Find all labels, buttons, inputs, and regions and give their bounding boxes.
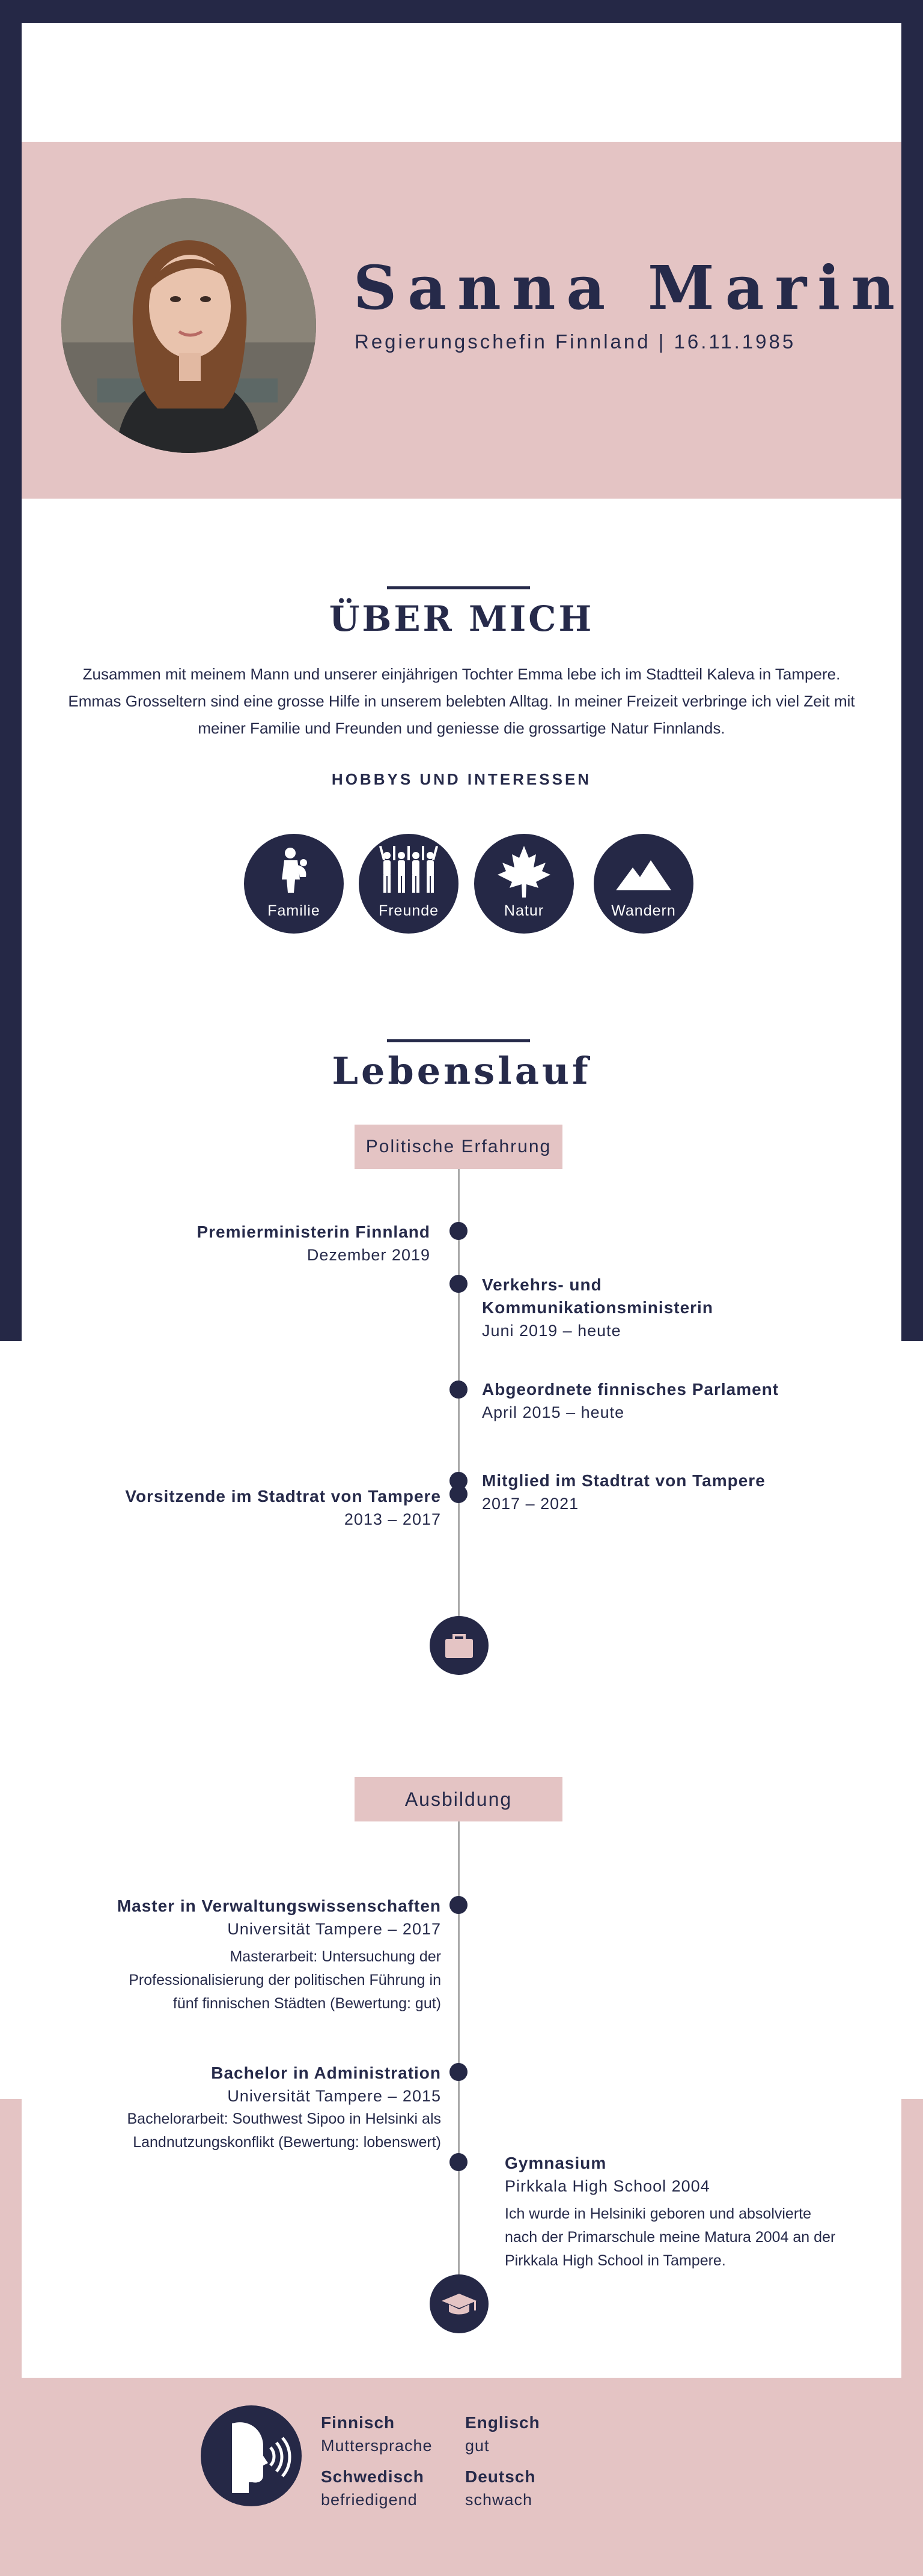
entry-date: April 2015 – heute	[482, 1403, 625, 1421]
hobby-label: Familie	[267, 902, 320, 919]
entry-title: Gymnasium	[505, 2154, 607, 2172]
person-subtitle: Regierungschefin Finnland | 16.11.1985	[355, 330, 796, 353]
timeline-dot	[449, 1381, 468, 1399]
entry-title: Premierministerin Finnland	[196, 1223, 430, 1241]
timeline-entry	[90, 2062, 441, 2154]
education-tag: Ausbildung	[355, 1777, 562, 1821]
entry-description	[90, 2107, 441, 2154]
hobby-family	[244, 834, 344, 934]
about-line: meiner Familie und Freunden und geniesse die grossartige Natur Finnlands.	[198, 719, 725, 737]
cv-rule	[387, 1039, 530, 1042]
entry-institution: Pirkkala High School 2004	[505, 2177, 710, 2195]
maple-leaf-icon	[494, 845, 554, 899]
hobby-label: Freunde	[378, 902, 439, 919]
timeline-dot	[449, 1222, 468, 1240]
description-line: Landnutzungskonflikt (Bewertung: lobenswert)	[133, 2134, 441, 2151]
about-title: ÜBER MICH	[329, 598, 594, 639]
hobby-hiking	[594, 834, 693, 934]
language-item	[321, 2411, 433, 2457]
language-name: Schwedisch	[321, 2467, 424, 2486]
hobby-friends	[359, 834, 458, 934]
hobby-label: Wandern	[611, 902, 676, 919]
entry-date: 2017 – 2021	[482, 1495, 579, 1513]
language-name: Finnisch	[321, 2413, 395, 2432]
political-endcap	[430, 1616, 489, 1675]
hobby-nature	[474, 834, 574, 934]
entry-date: Dezember 2019	[306, 1246, 430, 1264]
family-icon	[264, 845, 324, 899]
entry-title: Mitglied im Stadtrat von Tampere	[482, 1471, 766, 1490]
person-name: Sanna Marin	[353, 252, 906, 323]
language-item	[465, 2465, 535, 2511]
speaking-head-icon	[201, 2405, 302, 2506]
graduation-cap-icon	[430, 2274, 489, 2333]
entry-institution: Universität Tampere – 2015	[227, 2087, 441, 2105]
political-tag: Politische Erfahrung	[355, 1125, 562, 1169]
description-line: Professionalisierung der politischen Führung in	[129, 1972, 441, 1988]
timeline-entry	[482, 1378, 867, 1424]
timeline-entry	[482, 1469, 867, 1515]
entry-title: Abgeordnete finnisches Parlament	[482, 1380, 779, 1399]
entry-title: Master in Verwaltungswissenschaften	[117, 1897, 441, 1915]
timeline-dot	[449, 2063, 468, 2081]
hobby-label: Natur	[504, 902, 544, 919]
description-line: nach der Primarschule meine Matura 2004 an der	[505, 2229, 836, 2246]
entry-title: Bachelor in Administration	[211, 2064, 441, 2082]
about-line: Emmas Grosseltern sind eine grosse Hilfe in unserem belebten Alltag. In meiner Freizeit verbringe ich viel Zeit mit	[68, 692, 855, 710]
description-line: Masterarbeit: Untersuchung der	[230, 1948, 441, 1965]
timeline-entry	[96, 1221, 430, 1266]
language-name: Englisch	[465, 2413, 540, 2432]
timeline-dot	[449, 1485, 468, 1503]
timeline-dot	[449, 2153, 468, 2171]
languages-badge	[201, 2405, 302, 2506]
description-line: Ich wurde in Helsiniki geboren und absolvierte	[505, 2205, 812, 2222]
entry-title: Vorsitzende im Stadtrat von Tampere	[125, 1487, 441, 1505]
education-endcap	[430, 2274, 489, 2333]
entry-description	[90, 1945, 441, 2016]
timeline-dot	[449, 1275, 468, 1293]
timeline-dot	[449, 1896, 468, 1914]
entry-institution: Universität Tampere – 2017	[227, 1920, 441, 1938]
education-timeline	[458, 1821, 460, 2302]
language-item	[321, 2465, 424, 2511]
profile-photo	[61, 198, 316, 453]
timeline-entry	[81, 1485, 441, 1531]
about-rule	[387, 586, 530, 589]
language-level: schwach	[465, 2491, 533, 2509]
language-level: Muttersprache	[321, 2437, 433, 2455]
entry-title: Verkehrs- und	[482, 1275, 602, 1294]
mountains-icon	[614, 845, 674, 899]
description-line: Bachelorarbeit: Southwest Sipoo in Helsinki als	[127, 2110, 441, 2127]
hobbies-heading: HOBBYS UND INTERESSEN	[331, 770, 592, 788]
description-line: fünf finnischen Städten (Bewertung: gut)	[172, 1995, 441, 2012]
entry-title: Kommunikationsministerin	[482, 1298, 713, 1317]
entry-description	[505, 2202, 877, 2273]
about-line: Zusammen mit meinem Mann und unserer einjährigen Tochter Emma lebe ich im Stadtteil Kaleva in Tampere.	[82, 665, 841, 683]
briefcase-icon	[430, 1616, 489, 1675]
language-level: gut	[465, 2437, 490, 2455]
about-text	[66, 661, 857, 742]
timeline-entry	[90, 1895, 441, 2016]
entry-date: 2013 – 2017	[344, 1510, 441, 1528]
timeline-entry	[505, 2152, 877, 2273]
entry-date: Juni 2019 – heute	[482, 1322, 621, 1340]
language-level: befriedigend	[321, 2491, 418, 2509]
description-line: Pirkkala High School in Tampere.	[505, 2252, 726, 2269]
friends-icon	[379, 845, 439, 899]
timeline-entry	[482, 1274, 818, 1342]
language-name: Deutsch	[465, 2467, 536, 2486]
language-item	[465, 2411, 540, 2457]
cv-title: Lebenslauf	[332, 1049, 591, 1093]
